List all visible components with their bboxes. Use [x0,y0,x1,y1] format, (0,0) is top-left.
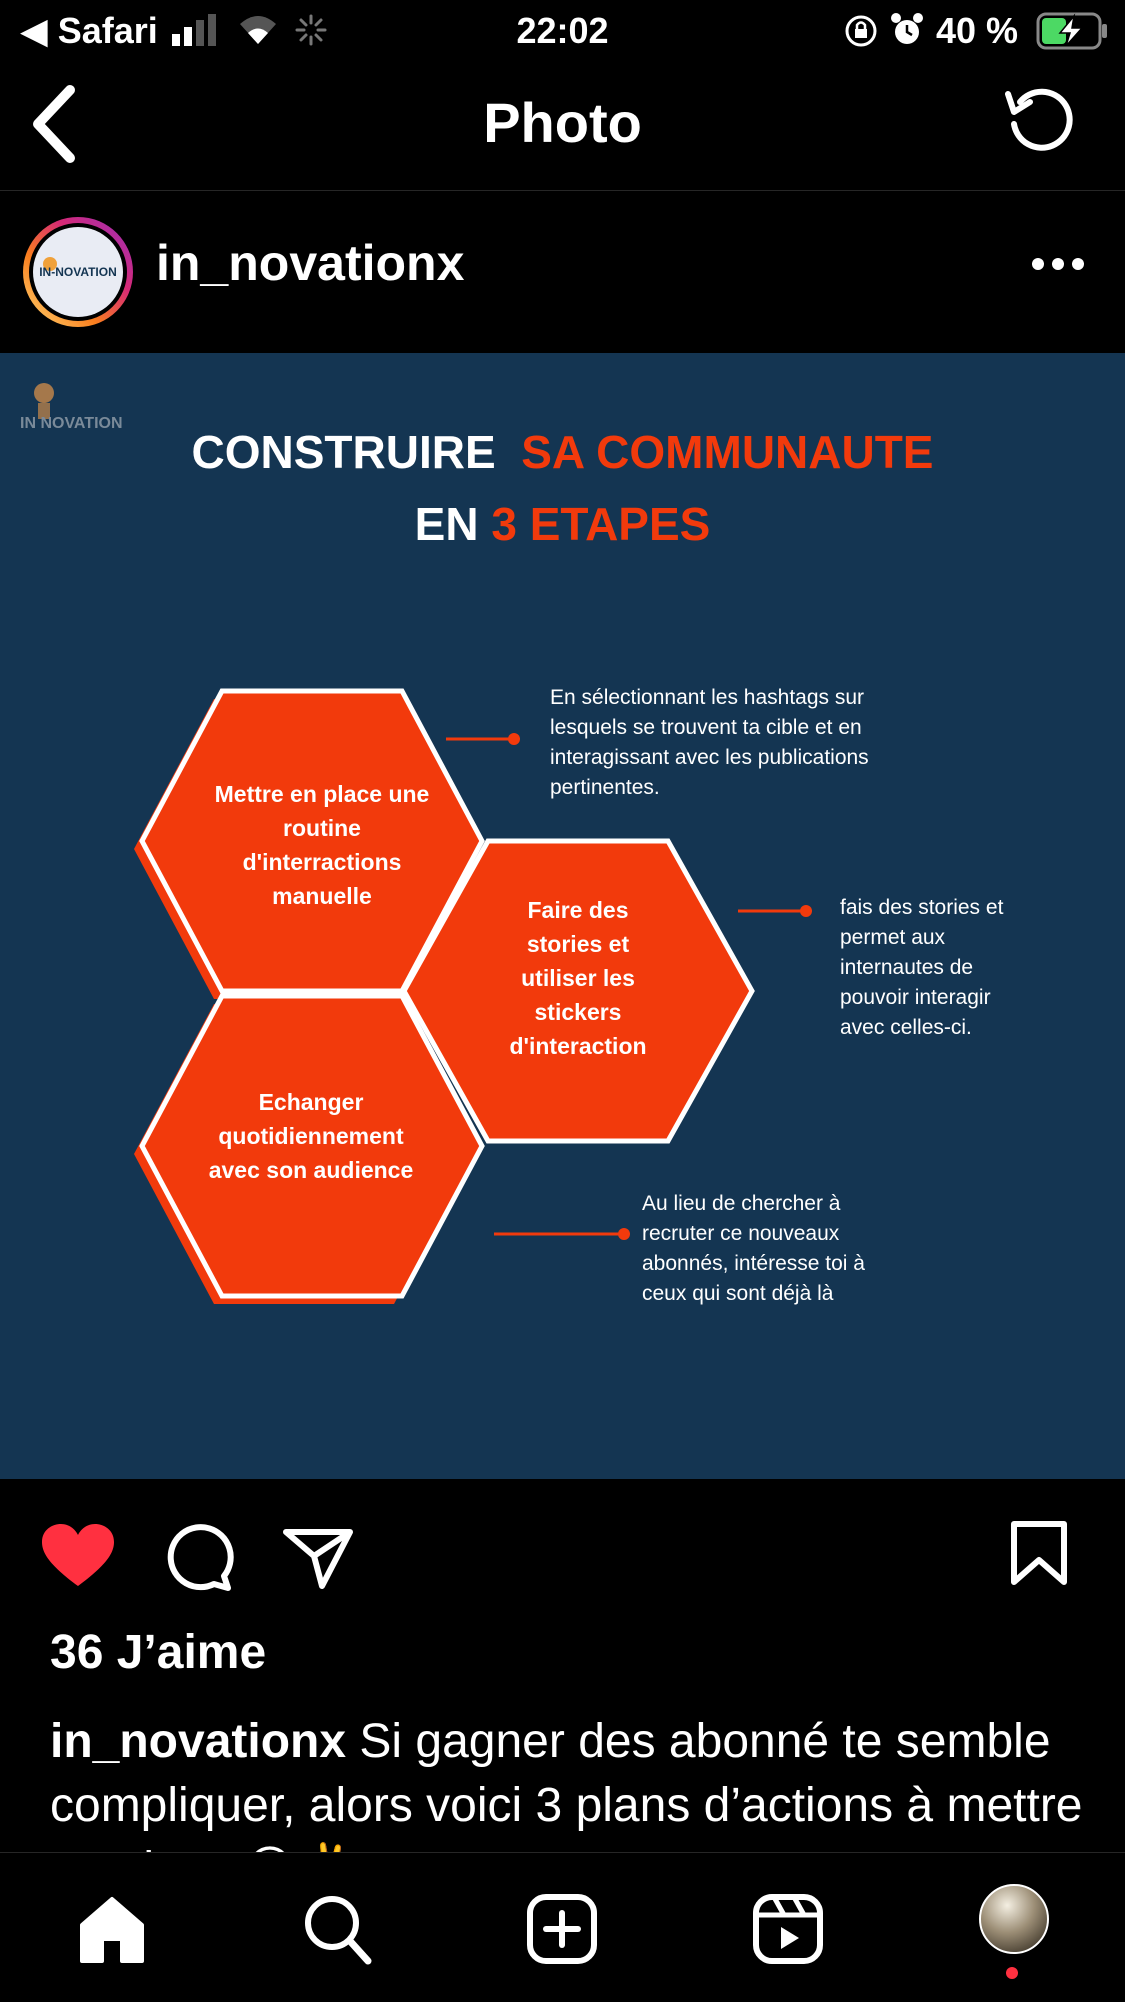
rotation-lock-icon [844,14,878,48]
more-icon[interactable] [1030,256,1086,272]
refresh-icon[interactable] [1006,88,1076,158]
tab-bar [0,1852,1125,2002]
brand-logo-text: IN NOVATION [20,415,123,432]
post-header [0,192,1125,352]
step-1-description: En sélectionnant les hashtags sur lesquels se trouvent ta cible et en interagissant avec les publications pertinentes. [550,686,869,799]
battery-icon [1036,12,1110,50]
avatar[interactable] [20,214,136,330]
plus-square-icon[interactable] [526,1893,598,1965]
hexagon-1-label: Mettre en place une routine d'interractions manuelle [214,781,430,909]
back-to-app[interactable]: ◀ Safari [20,10,158,51]
hexagon-2-label: Faire des stories et utiliser les stickers d'interaction [509,897,647,1059]
post-actions [0,1480,1125,1620]
caption-username[interactable]: in_novationx [50,1715,347,1768]
image-title-line1: CONSTRUIRE SA COMMUNAUTE [191,426,934,478]
status-bar [0,0,1125,60]
likes-count[interactable]: 36 J’aime [50,1626,267,1679]
comment-icon[interactable] [164,1524,234,1594]
hexagon-3-label: Echanger quotidiennement avec son audience [208,1089,414,1183]
caption-text: Si gagner des abonné te semble compliquer, alors voici 3 plans d’actions à mettre [50,1715,1083,1832]
svg-text:IN-NOVATION: IN-NOVATION [39,265,117,279]
home-icon[interactable] [76,1895,148,1965]
post-image[interactable] [0,353,1125,1479]
reels-icon[interactable] [752,1893,824,1965]
nav-bar [0,60,1125,191]
heart-icon[interactable] [40,1522,116,1590]
clock: 22:02 [516,10,609,51]
search-icon[interactable] [302,1893,374,1967]
post-caption [50,1710,1090,1853]
step-2-description: fais des stories et permet aux internautes de pouvoir interagir avec celles-ci. [840,896,1004,1039]
send-icon[interactable] [282,1526,354,1590]
page-title: Photo [483,91,642,154]
battery-percent: 40 % [936,10,1019,51]
profile-avatar-tab[interactable] [976,1883,1052,1983]
bookmark-icon[interactable] [1010,1520,1068,1586]
alarm-icon [890,12,924,48]
notification-dot [1006,1967,1018,1979]
image-title-line2: EN 3 ETAPES [414,498,711,550]
step-3-description: Au lieu de chercher à recruter ce nouveaux abonnés, intéresse toi à ceux qui sont déjà là [642,1192,865,1305]
post-username[interactable]: in_novationx [156,235,465,291]
